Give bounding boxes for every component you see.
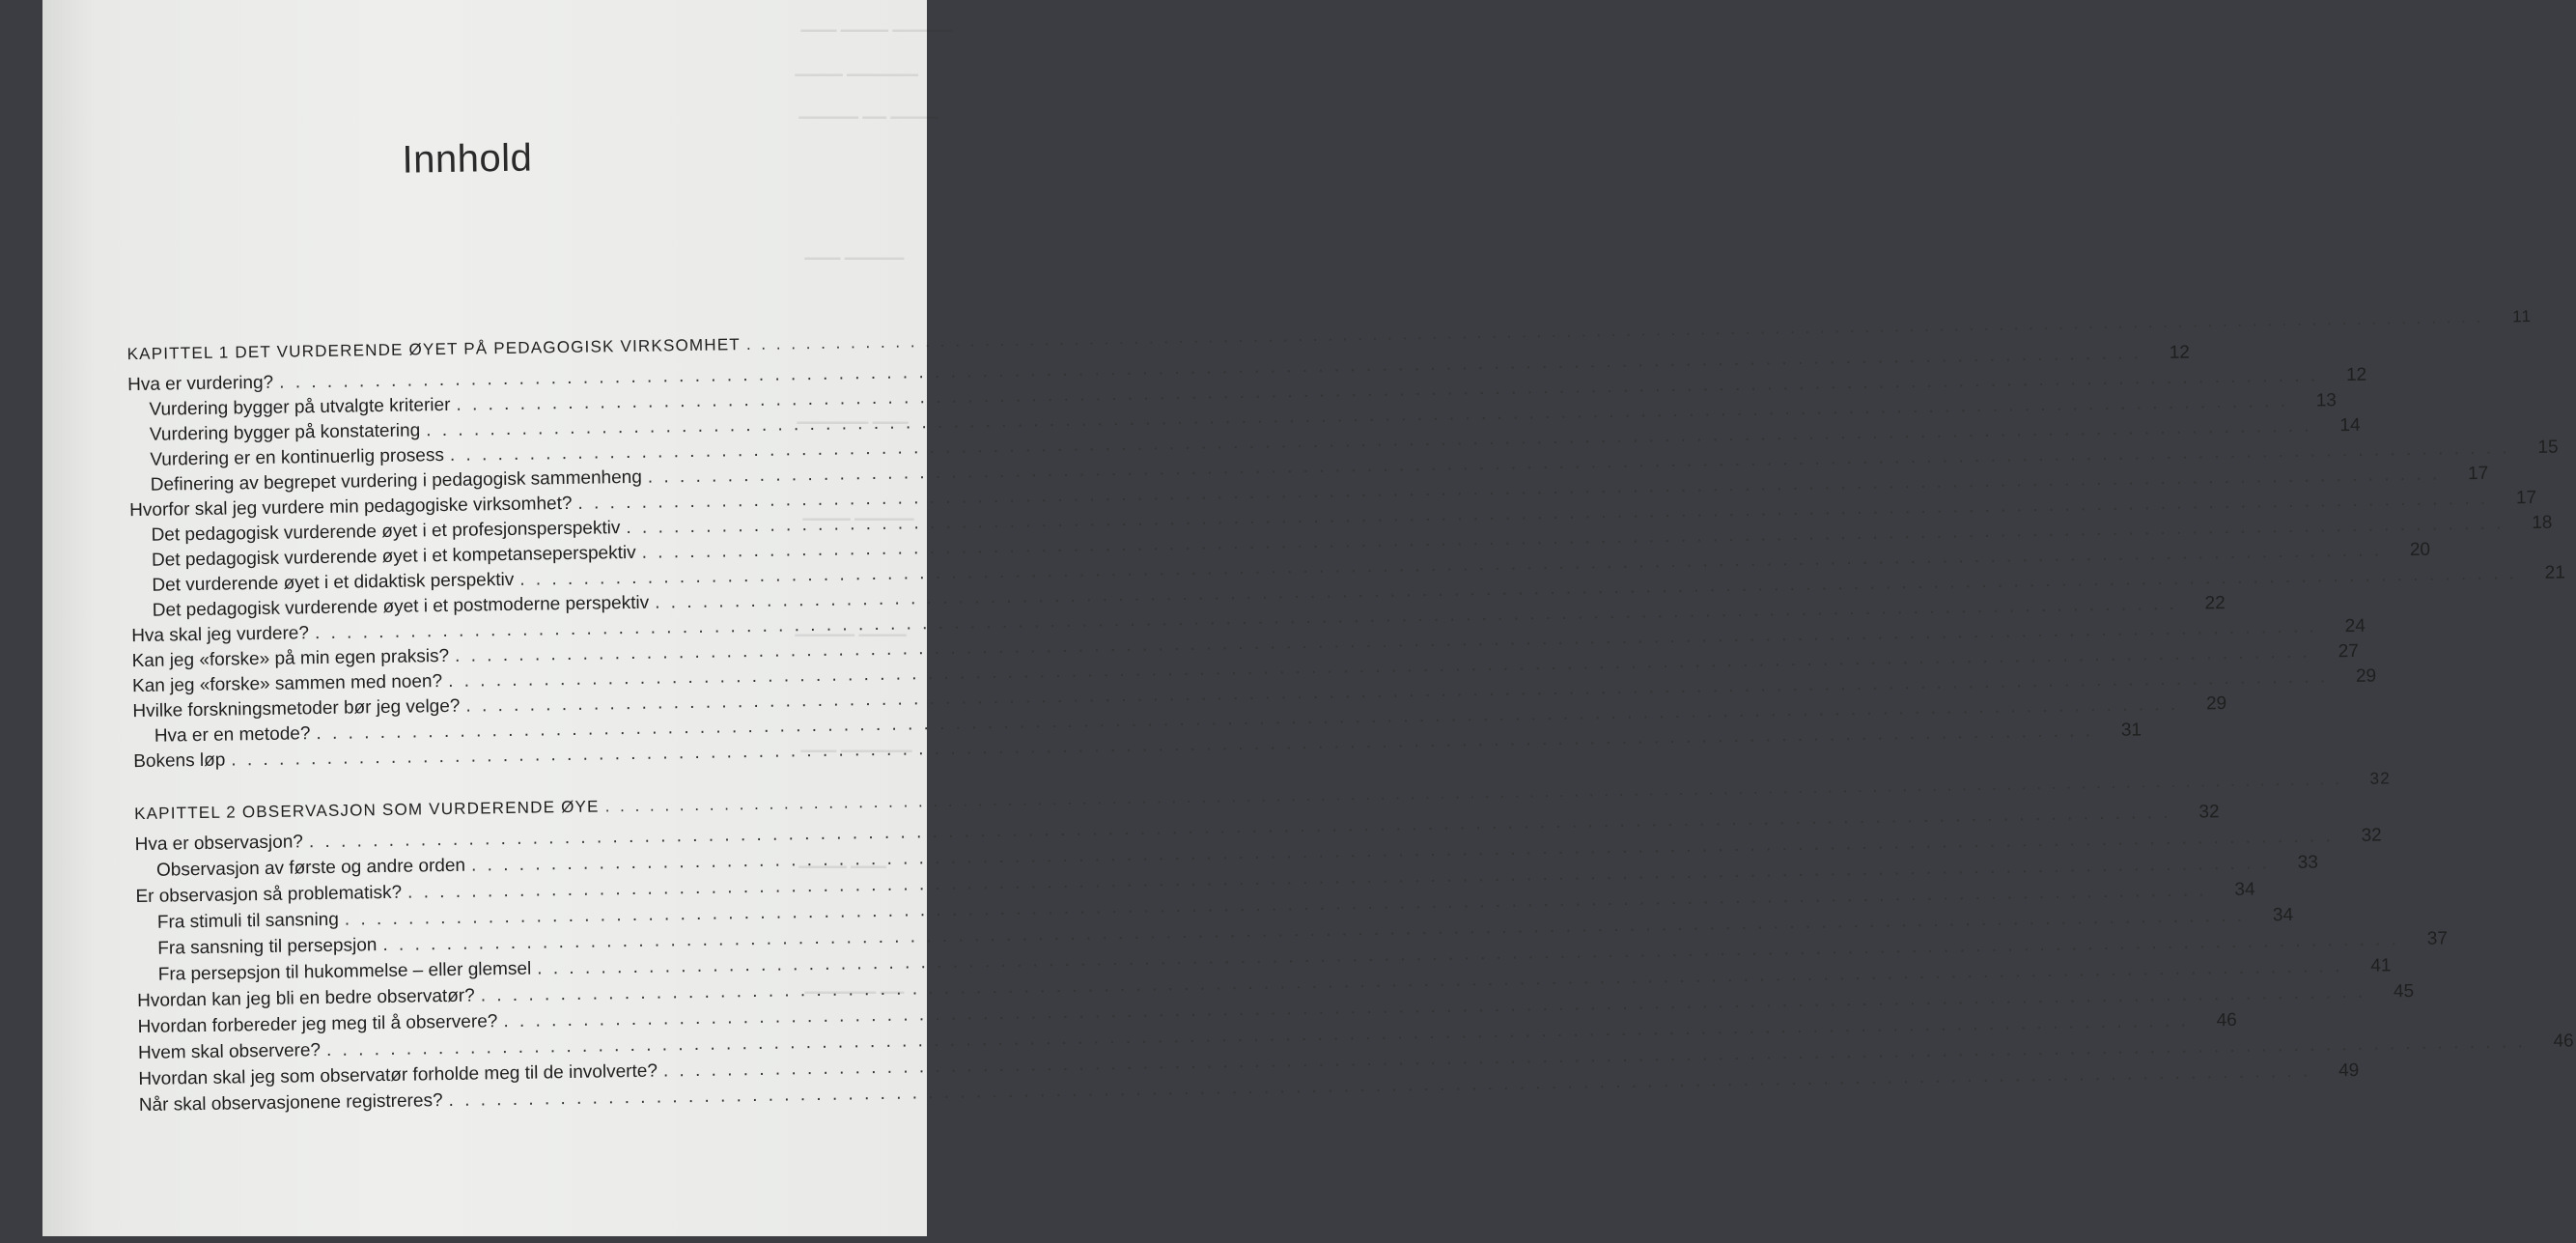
page-number: 27 bbox=[2338, 640, 2360, 663]
page-number: 12 bbox=[2345, 364, 2367, 386]
entry-label: Det pedagogisk vurderende øyet i et kompetanseperspektiv bbox=[151, 542, 636, 571]
entry-label: Fra persepsjon til hukommelse – eller glemsel bbox=[157, 958, 532, 985]
chapter-label: KAPITTEL 2 OBSERVASJON SOM VURDERENDE ØYE bbox=[133, 797, 600, 824]
page-number: 29 bbox=[2355, 665, 2377, 687]
page-number: 32 bbox=[2361, 825, 2382, 846]
entry-label: Hva skal jeg vurdere? bbox=[131, 623, 310, 647]
entry-label: Hva er en metode? bbox=[154, 723, 311, 747]
page-number: 34 bbox=[2234, 879, 2255, 900]
entry-label: Vurdering bygger på utvalgte kriterier bbox=[149, 394, 451, 420]
page-number: 34 bbox=[2272, 904, 2294, 926]
page-number: 32 bbox=[2369, 769, 2392, 788]
page-number: 17 bbox=[2515, 487, 2537, 509]
entry-label: Hvordan kan jeg bli en bedre observatør? bbox=[137, 985, 475, 1012]
page-number: 15 bbox=[2537, 437, 2559, 458]
page-number: 45 bbox=[2393, 981, 2415, 1003]
entry-label: Hvordan forbereder jeg meg til å observere? bbox=[137, 1011, 498, 1038]
entry-label: Hvorfor skal jeg vurdere min pedagogiske virksomhet? bbox=[129, 493, 573, 522]
entry-label: Definering av begrepet vurdering i pedagogisk sammenheng bbox=[150, 466, 643, 495]
entry-label: Vurdering bygger på konstatering bbox=[149, 420, 421, 445]
entry-label: Kan jeg «forske» på min egen praksis? bbox=[131, 645, 450, 672]
entry-label: Hva er observasjon? bbox=[134, 832, 304, 856]
page-number: 41 bbox=[2370, 955, 2392, 976]
page-number: 13 bbox=[2315, 390, 2338, 411]
page-number: 46 bbox=[2216, 1009, 2237, 1031]
entry-label: Det pedagogisk vurderende øyet i et profesjonsperspektiv bbox=[151, 518, 621, 546]
page-number: 11 bbox=[2511, 307, 2533, 326]
page-number: 49 bbox=[2338, 1059, 2360, 1082]
page-number: 46 bbox=[2553, 1031, 2574, 1052]
show-through-text: ▁▁▁ ▁▁▁▁ ▁▁▁▁▁ ▁▁▁▁ ▁▁▁▁▁▁ ▁▁▁▁▁ ▁▁ ▁▁▁▁ ▁▁▁ ▁▁▁▁▁ ▁▁▁▁▁▁ ▁▁▁ ▁▁▁▁ ▁▁▁▁▁ ▁▁▁▁▁ ▁▁▁▁ ▁▁▁ ▁▁▁▁▁▁ ▁▁▁▁ ▁▁▁ ▁▁▁▁▁▁ ▁▁ bbox=[795, 15, 954, 994]
entry-label: Når skal observasjonene registreres? bbox=[138, 1090, 443, 1116]
entry-label: Bokens løp bbox=[133, 749, 226, 773]
page-number: 17 bbox=[2467, 463, 2489, 485]
page-number: 12 bbox=[2169, 342, 2191, 363]
entry-label: Vurdering er en kontinuerlig prosess bbox=[150, 444, 445, 470]
page-number: 20 bbox=[2409, 539, 2431, 561]
entry-label: Hvordan skal jeg som observatør forholde meg til de involverte? bbox=[138, 1060, 658, 1090]
page-number: 33 bbox=[2297, 852, 2318, 873]
table-of-contents bbox=[33, 0, 2574, 1243]
page-number: 21 bbox=[2544, 562, 2566, 583]
page-number: 31 bbox=[2120, 720, 2142, 741]
entry-label: Fra sansning til persepsjon bbox=[157, 935, 378, 959]
entry-label: Hvilke forskningsmetoder bør jeg velge? bbox=[132, 695, 461, 722]
entry-label: Kan jeg «forske» sammen med noen? bbox=[131, 671, 443, 697]
page-number: 32 bbox=[2198, 802, 2220, 823]
page-number: 24 bbox=[2344, 615, 2366, 637]
page-title: Innhold bbox=[402, 136, 533, 182]
book-page bbox=[42, 0, 2574, 1236]
entry-label: Er observasjon så problematisk? bbox=[135, 882, 403, 908]
page-number: 37 bbox=[2426, 928, 2449, 949]
entry-label: Det vurderende øyet i et didaktisk perspektiv bbox=[152, 569, 515, 596]
chapter-label: KAPITTEL 1 DET VURDERENDE ØYET PÅ PEDAGOGISK VIRKSOMHET bbox=[126, 335, 742, 364]
page-number: 14 bbox=[2339, 414, 2361, 437]
page-number: 29 bbox=[2205, 693, 2227, 715]
chapter-heading bbox=[133, 769, 2392, 827]
page-number: 18 bbox=[2532, 512, 2553, 534]
page-number: 22 bbox=[2204, 593, 2226, 614]
entry-label: Hva er vurdering? bbox=[126, 372, 274, 396]
entry-label: Hvem skal observere? bbox=[137, 1040, 322, 1064]
entry-label: Fra stimuli til sansning bbox=[156, 909, 340, 933]
entry-label: Det pedagogisk vurderende øyet i et postmoderne perspektiv bbox=[152, 592, 650, 621]
entry-label: Observasjon av første og andre orden bbox=[155, 855, 466, 881]
